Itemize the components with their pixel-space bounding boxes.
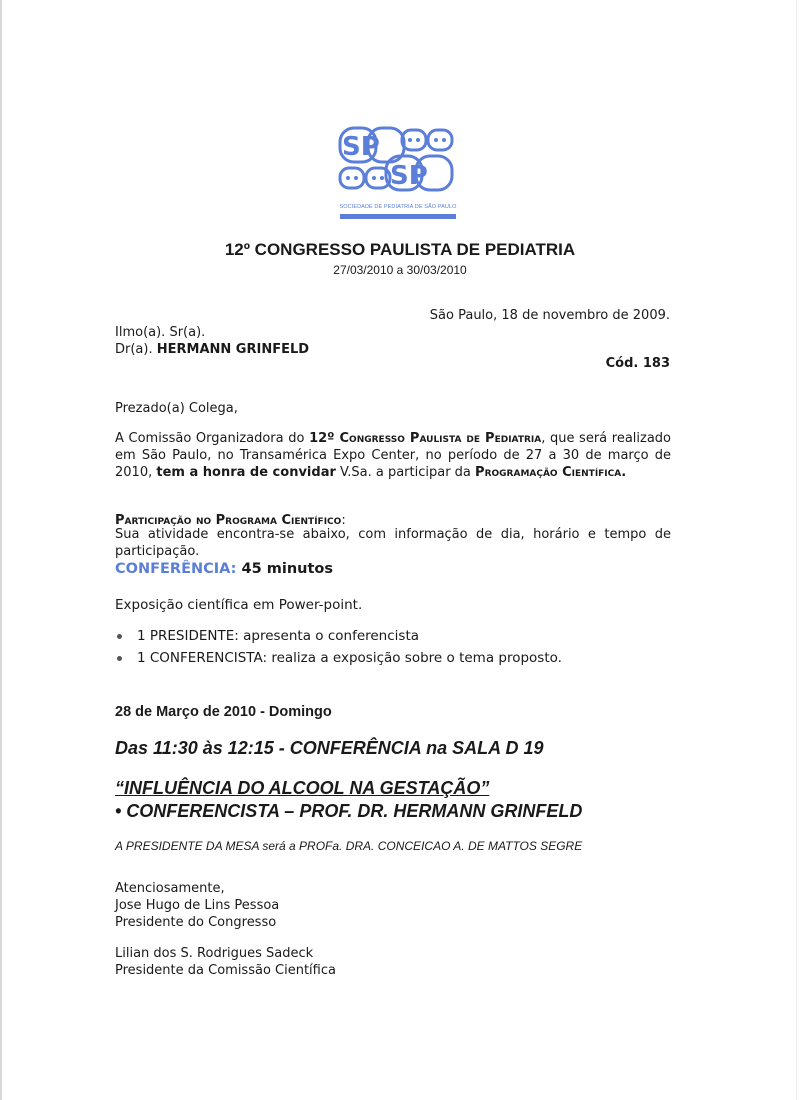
list-item-text: 1 CONFERENCISTA: realiza a exposição sobre o tema proposto. bbox=[137, 650, 562, 666]
conference-topic: “INFLUÊNCIA DO ALCOOL NA GESTAÇÃO” bbox=[115, 778, 490, 798]
bullet-icon bbox=[117, 656, 122, 661]
event-date: 28 de Março de 2010 - Domingo bbox=[115, 704, 332, 720]
logo-underline-bar bbox=[340, 214, 456, 219]
participation-text: Sua atividade encontra-se abaixo, com informação de dia, horário e tempo de participação. bbox=[115, 527, 671, 559]
spsp-logo-mark bbox=[336, 124, 460, 204]
signer1-role: Presidente do Congresso bbox=[115, 915, 277, 930]
roles-list bbox=[115, 626, 562, 670]
signer2-name: Lilian dos S. Rodrigues Sadeck bbox=[115, 946, 314, 961]
body-part3: V.Sa. a participar da bbox=[340, 465, 471, 480]
logo-caption: SOCIEDADE DE PEDIATRIA DE SÃO PAULO bbox=[339, 204, 457, 210]
congress-dates: 27/03/2010 a 30/03/2010 bbox=[333, 263, 467, 277]
signer1-name: Jose Hugo de Lins Pessoa bbox=[115, 898, 280, 913]
participation-heading-line: Participação no Programa Científico: bbox=[115, 513, 346, 528]
event-time: Das 11:30 às 12:15 - CONFERÊNCIA na SALA D 19 bbox=[115, 738, 544, 758]
logo-letters-top: SP bbox=[342, 132, 380, 162]
congress-title: 12º CONGRESSO PAULISTA DE PEDIATRIA bbox=[224, 240, 576, 259]
list-item bbox=[115, 626, 562, 648]
salutation-title: Ilmo(a). Sr(a). bbox=[115, 325, 206, 340]
congress-name: 12º Congresso Paulista de Pediatria bbox=[309, 431, 542, 446]
logo-letters-bottom: SP bbox=[390, 161, 428, 191]
greeting: Prezado(a) Colega, bbox=[115, 401, 238, 416]
scan-edge-left bbox=[0, 0, 2, 1100]
session-president: A PRESIDENTE DA MESA será a PROFa. DRA. CONCEICAO A. DE MATTOS SEGRE bbox=[115, 839, 583, 853]
body-part2: , que será realizado em São Paulo, no Transamérica Expo Center, no período de 27 a 30 de março de 2010, bbox=[115, 431, 671, 480]
body-paragraph bbox=[115, 430, 671, 481]
invitation-phrase: tem a honra de convidar bbox=[156, 465, 336, 480]
conference-speaker: • CONFERENCISTA – PROF. DR. HERMANN GRINFELD bbox=[115, 801, 583, 821]
spsp-logo bbox=[336, 124, 460, 222]
list-item bbox=[115, 648, 562, 670]
conference-label: CONFERÊNCIA: bbox=[115, 561, 237, 577]
reference-code: Cód. 183 bbox=[605, 356, 670, 371]
recipient bbox=[115, 341, 309, 358]
exposition-note: Exposição científica em Power-point. bbox=[115, 597, 363, 613]
place-date: São Paulo, 18 de novembro de 2009. bbox=[429, 308, 670, 323]
list-item-text: 1 PRESIDENTE: apresenta o conferencista bbox=[137, 628, 420, 644]
signer2-role: Presidente da Comissão Científica bbox=[115, 963, 336, 978]
programme-name: Programação Científica. bbox=[475, 465, 627, 480]
recipient-name: HERMANN GRINFELD bbox=[156, 342, 310, 357]
closing: Atenciosamente, bbox=[115, 881, 225, 896]
conference-duration: 45 minutos bbox=[241, 561, 333, 577]
participation-heading: Participação no Programa Científico bbox=[115, 513, 342, 528]
scan-edge-right bbox=[796, 0, 797, 1100]
recipient-prefix: Dr(a). bbox=[115, 342, 153, 357]
body-part1: A Comissão Organizadora do bbox=[115, 431, 305, 446]
conference-line bbox=[115, 561, 333, 577]
bullet-icon bbox=[117, 634, 122, 639]
